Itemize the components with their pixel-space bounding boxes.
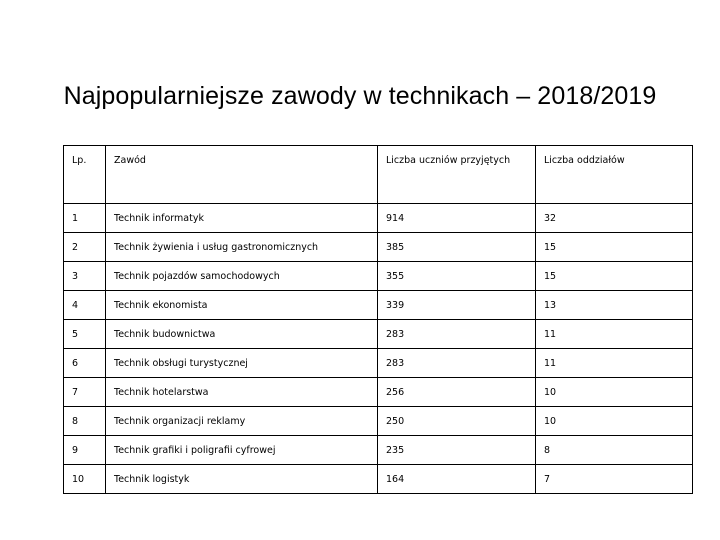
cell-zawod: Technik hotelarstwa bbox=[106, 378, 378, 407]
cell-zawod: Technik budownictwa bbox=[106, 320, 378, 349]
cell-liczba-uczniow: 250 bbox=[378, 407, 536, 436]
table-row bbox=[64, 320, 693, 349]
cell-zawod: Technik pojazdów samochodowych bbox=[106, 262, 378, 291]
cell-lp: 10 bbox=[64, 465, 106, 494]
header-lp: Lp. bbox=[64, 146, 106, 204]
header-liczba-uczniow: Liczba uczniów przyjętych bbox=[378, 146, 536, 204]
table-row bbox=[64, 349, 693, 378]
data-table bbox=[63, 145, 693, 494]
table-row bbox=[64, 436, 693, 465]
cell-lp: 6 bbox=[64, 349, 106, 378]
table-row bbox=[64, 407, 693, 436]
table-row bbox=[64, 465, 693, 494]
table-row bbox=[64, 378, 693, 407]
cell-liczba-oddzialow: 8 bbox=[536, 436, 693, 465]
cell-liczba-uczniow: 355 bbox=[378, 262, 536, 291]
cell-liczba-oddzialow: 10 bbox=[536, 378, 693, 407]
cell-liczba-uczniow: 235 bbox=[378, 436, 536, 465]
cell-zawod: Technik informatyk bbox=[106, 204, 378, 233]
cell-lp: 8 bbox=[64, 407, 106, 436]
header-zawod: Zawód bbox=[106, 146, 378, 204]
cell-lp: 2 bbox=[64, 233, 106, 262]
cell-liczba-oddzialow: 15 bbox=[536, 262, 693, 291]
cell-zawod: Technik organizacji reklamy bbox=[106, 407, 378, 436]
cell-lp: 4 bbox=[64, 291, 106, 320]
cell-zawod: Technik ekonomista bbox=[106, 291, 378, 320]
cell-liczba-uczniow: 385 bbox=[378, 233, 536, 262]
cell-liczba-uczniow: 283 bbox=[378, 349, 536, 378]
cell-lp: 1 bbox=[64, 204, 106, 233]
cell-zawod: Technik logistyk bbox=[106, 465, 378, 494]
cell-liczba-uczniow: 339 bbox=[378, 291, 536, 320]
table-header-row bbox=[64, 146, 693, 204]
cell-liczba-uczniow: 256 bbox=[378, 378, 536, 407]
cell-liczba-uczniow: 164 bbox=[378, 465, 536, 494]
cell-liczba-uczniow: 283 bbox=[378, 320, 536, 349]
cell-liczba-oddzialow: 10 bbox=[536, 407, 693, 436]
cell-zawod: Technik żywienia i usług gastronomicznych bbox=[106, 233, 378, 262]
header-liczba-oddzialow: Liczba oddziałów bbox=[536, 146, 693, 204]
cell-liczba-oddzialow: 11 bbox=[536, 349, 693, 378]
page-title: Najpopularniejsze zawody w technikach – 2018/2019 bbox=[63, 82, 657, 110]
table-row bbox=[64, 233, 693, 262]
table-row bbox=[64, 291, 693, 320]
cell-zawod: Technik obsługi turystycznej bbox=[106, 349, 378, 378]
cell-liczba-oddzialow: 7 bbox=[536, 465, 693, 494]
cell-zawod: Technik grafiki i poligrafii cyfrowej bbox=[106, 436, 378, 465]
cell-lp: 3 bbox=[64, 262, 106, 291]
cell-lp: 5 bbox=[64, 320, 106, 349]
table-row bbox=[64, 262, 693, 291]
cell-liczba-oddzialow: 11 bbox=[536, 320, 693, 349]
table-row bbox=[64, 204, 693, 233]
cell-lp: 7 bbox=[64, 378, 106, 407]
cell-lp: 9 bbox=[64, 436, 106, 465]
cell-liczba-oddzialow: 32 bbox=[536, 204, 693, 233]
cell-liczba-uczniow: 914 bbox=[378, 204, 536, 233]
cell-liczba-oddzialow: 13 bbox=[536, 291, 693, 320]
cell-liczba-oddzialow: 15 bbox=[536, 233, 693, 262]
